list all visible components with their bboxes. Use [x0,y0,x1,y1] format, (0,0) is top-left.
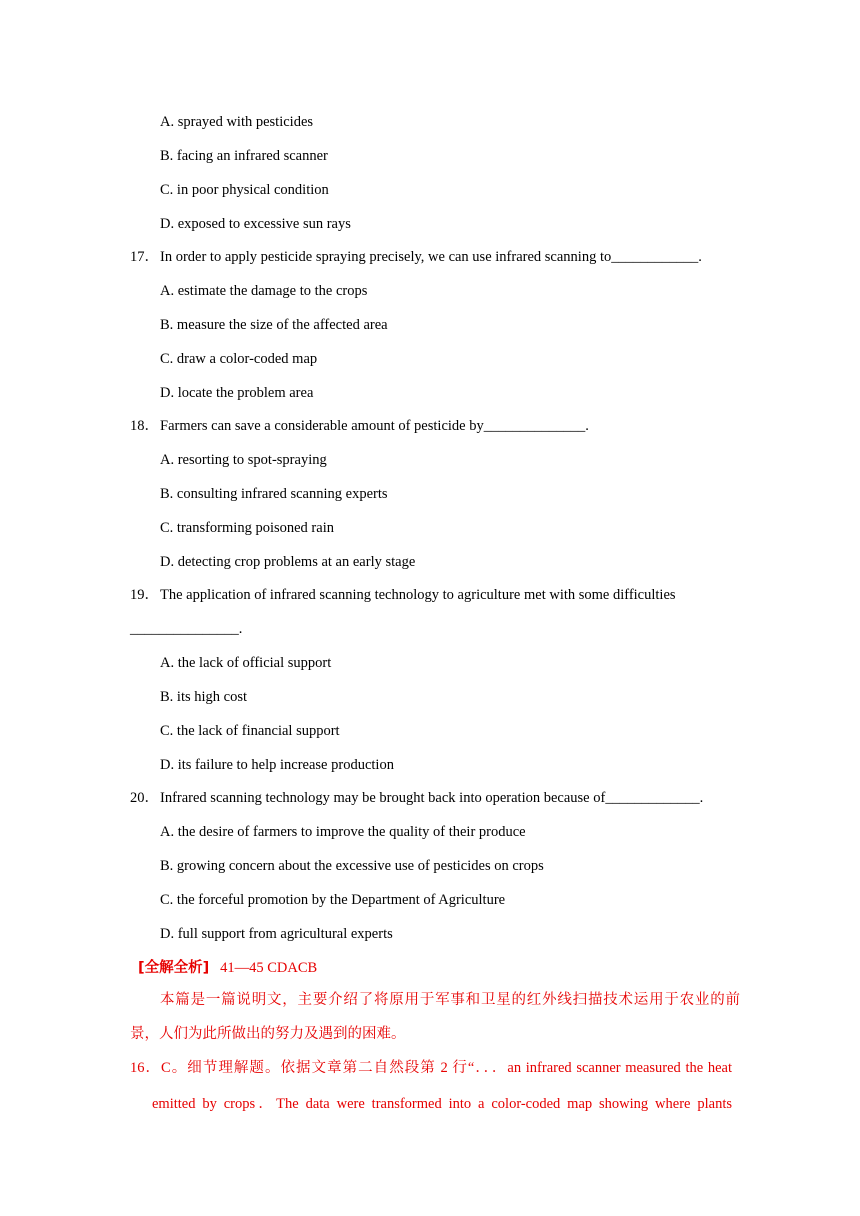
q17-option-b: B. measure the size of the affected area [160,317,388,333]
q17-number: 17． [130,249,159,265]
q18-number: 18． [130,418,159,434]
q20-stem: Infrared scanning technology may be brought back into operation because of_____________. [160,790,704,806]
q19-option-d: D. its failure to help increase production [160,757,394,773]
analysis-item-16-line-1: 16．C。细节理解题。依据文章第二自然段第 2 行“．．．an infrared scanner measured the heat [130,1060,732,1076]
analysis-answers: 41—45 CDACB [220,960,318,976]
q20-option-a: A. the desire of farmers to improve the quality of their produce [160,824,526,840]
q18-option-d: D. detecting crop problems at an early stage [160,554,416,570]
q18-option-b: B. consulting infrared scanning experts [160,486,388,502]
analysis-summary-line-2: 景，人们为此所做出的努力及遇到的困难。 [130,1026,406,1042]
q18-stem-line [130,416,589,436]
q19-number: 19． [130,587,159,603]
q16-option-b: B. facing an infrared scanner [160,148,328,164]
q16-option-d: D. exposed to excessive sun rays [160,216,351,232]
q17-option-c: C. draw a color-coded map [160,351,318,367]
q19-stem-blank: _______________. [130,621,243,637]
q20-option-d: D. full support from agricultural experts [160,926,393,942]
q19-stem-line [130,585,676,605]
analysis-header [138,958,317,978]
analysis-heading: [全解全析] [138,960,210,976]
q19-option-b: B. its high cost [160,689,248,705]
q17-stem: In order to apply pesticide spraying precisely, we can use infrared scanning to____________. [160,249,702,265]
analysis-summary-line-1: 本篇是一篇说明文，主要介绍了将原用于军事和卫星的红外线扫描技术运用于农业的前 [160,992,740,1008]
q18-option-c: C. transforming poisoned rain [160,520,334,536]
q19-stem: The application of infrared scanning technology to agriculture met with some difficulties [160,587,676,603]
q20-option-b: B. growing concern about the excessive use of pesticides on crops [160,858,544,874]
q16-option-c: C. in poor physical condition [160,182,329,198]
q19-option-c: C. the lack of financial support [160,723,340,739]
q20-stem-line [130,788,703,808]
q20-option-c: C. the forceful promotion by the Department of Agriculture [160,892,506,908]
analysis-item-16-line-2: emitted by crops．The data were transformed into a color-coded map showing where plants [152,1096,732,1112]
q20-number: 20． [130,790,159,806]
q18-stem: Farmers can save a considerable amount of pesticide by______________. [160,418,589,434]
q17-stem-line [130,247,702,267]
q19-option-a: A. the lack of official support [160,655,332,671]
q17-option-a: A. estimate the damage to the crops [160,283,368,299]
q17-option-d: D. locate the problem area [160,385,314,401]
q16-option-a: A. sprayed with pesticides [160,114,314,130]
q18-option-a: A. resorting to spot-spraying [160,452,327,468]
